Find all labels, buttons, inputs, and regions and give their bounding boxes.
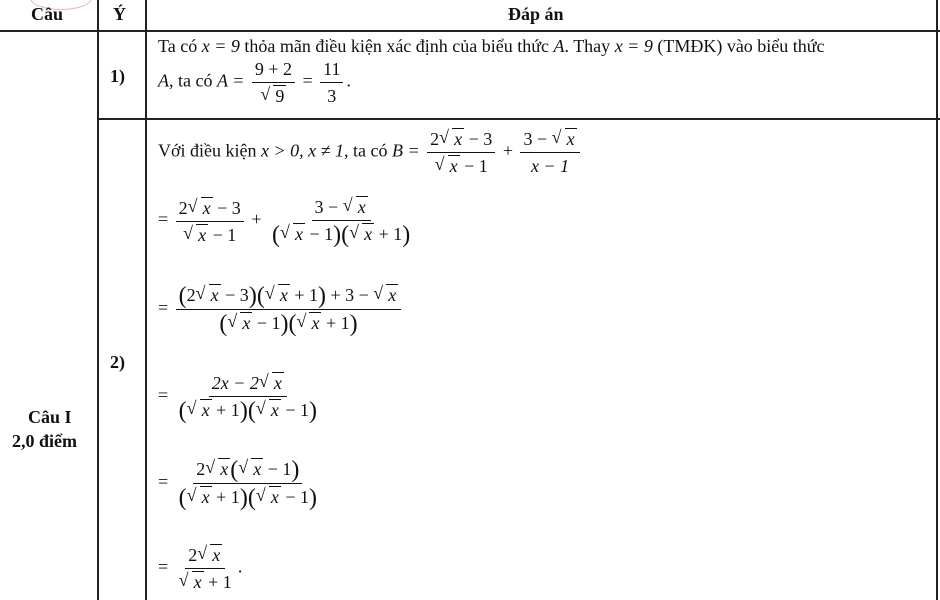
step-6: = 2√ x √ x + 1 . xyxy=(158,544,242,593)
fraction: 2√ x − 3 √ x − 1 xyxy=(176,197,244,246)
step-4: = $\frac{2x - 2√ x}{(√ x + 1)(√ x - 1)}$ xyxy=(158,372,323,422)
part-2-intro: Với điều kiện x > 0, x ≠ 1, ta có B = 2√ x − 3 √ x − 1 + $\frac{3 - √ x}{x - 1}$ xyxy=(158,128,583,177)
step-2: = 2√ x − 3 √ x − 1 + $\frac{3 - √ x}{(√ x - 1)(√ x + 1)}$ xyxy=(158,196,416,246)
part-1-line-1: Ta có x = 9 thỏa mãn điều kiện xác định của biểu thức A. Thay x = 9 (TMĐK) vào biểu thức xyxy=(158,36,825,56)
fraction: 9 + 2 √ 9 xyxy=(252,58,295,107)
step-5: = $\frac{2√ x(√ x - 1)}{(√ x + 1)(√ x - 1)}$ xyxy=(158,458,323,509)
fraction: $\frac{2√ x(√ x - 1)}{(√ x + 1)(√ x - 1)}$ xyxy=(176,458,320,509)
question-points: 2,0 điểm xyxy=(12,431,77,451)
table-right-border xyxy=(936,0,938,600)
part-2-label: 2) xyxy=(110,352,125,372)
fraction: $\frac{(2√ x - 3)(√ x + 1) + 3 - √ x}{(√ x - 1)(√ x + 1)}$ xyxy=(176,284,402,335)
fraction: $\frac{11}{3}$ xyxy=(320,58,343,107)
fraction: 2√ x − 3 √ x − 1 xyxy=(427,128,495,177)
fraction: $\frac{3 - √ x}{(√ x - 1)(√ x + 1)}$ xyxy=(269,196,413,246)
step-3: = $\frac{(2√ x - 3)(√ x + 1) + 3 - √ x}{(√ x - 1)(√ x + 1)}$ xyxy=(158,284,404,335)
row-divider xyxy=(97,118,940,120)
header-divider xyxy=(0,30,940,32)
column-divider xyxy=(97,0,99,600)
part-1-line-2: A, ta có A = 9 + 2 √ 9 = $\frac{11}{3}$ . xyxy=(158,58,351,107)
fraction: $\frac{3 - √ x}{x - 1}$ xyxy=(520,128,579,177)
header-y: Ý xyxy=(113,4,126,24)
question-label: Câu I xyxy=(28,407,72,427)
fraction: 2√ x √ x + 1 xyxy=(176,544,235,593)
part-1-label: 1) xyxy=(110,66,125,86)
header-cau: Câu xyxy=(31,4,64,24)
column-divider xyxy=(145,0,147,600)
fraction: $\frac{2x - 2√ x}{(√ x + 1)(√ x - 1)}$ xyxy=(176,372,320,422)
header-answer: Đáp án xyxy=(508,4,564,24)
